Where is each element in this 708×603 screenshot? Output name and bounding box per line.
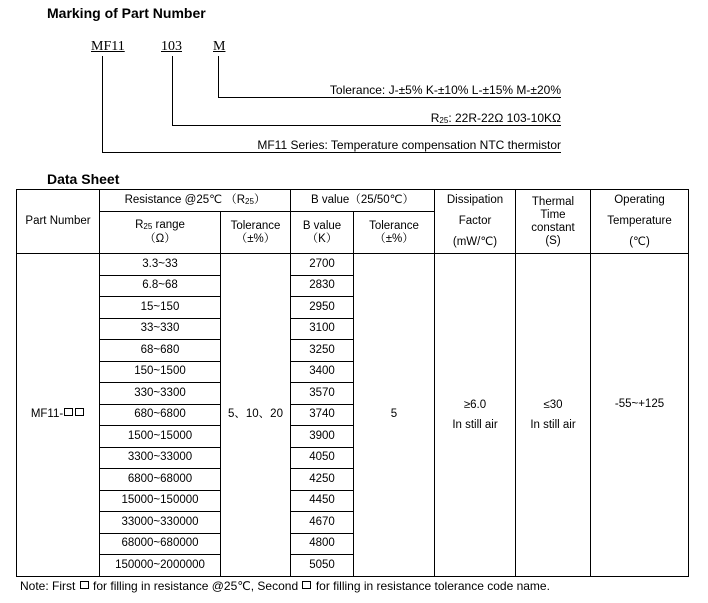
- header-r25-range: $R_{25}$ range （Ω）: [100, 212, 221, 254]
- r25-range-cell: 33~330: [100, 318, 221, 340]
- b-value-cell: 4450: [291, 490, 354, 512]
- b-value-cell: 3400: [291, 361, 354, 383]
- header-resistance-tolerance: Tolerance （±%）: [221, 212, 291, 254]
- placeholder-box-icon: [75, 408, 84, 416]
- r25-range-cell: 680~6800: [100, 404, 221, 426]
- header-resistance-group: Resistance @25℃ $(R_{25})$: [100, 190, 291, 212]
- tolerance-connector: [218, 56, 219, 97]
- header-part-number: Part Number: [17, 190, 100, 254]
- r25-range-cell: 68~680: [100, 340, 221, 362]
- b-value-cell: 3100: [291, 318, 354, 340]
- thermal-cell: ≤30 In still air: [516, 254, 591, 577]
- r25-range-cell: 150~1500: [100, 361, 221, 383]
- code-resistance: 103: [161, 39, 182, 54]
- data-sheet-table: [16, 189, 689, 577]
- r25-range-cell: 1500~15000: [100, 426, 221, 448]
- part-number-cell: MF11-: [17, 254, 100, 577]
- resistance-tolerance-cell: 5、10、20: [221, 254, 291, 577]
- b-value-cell: 5050: [291, 555, 354, 577]
- placeholder-box-icon: [302, 581, 311, 589]
- code-tolerance: M: [213, 39, 226, 54]
- r25-underline: [172, 125, 561, 126]
- b-value-cell: 3900: [291, 426, 354, 448]
- b-value-cell: 2700: [291, 254, 354, 276]
- datasheet-title: Data Sheet: [47, 171, 120, 187]
- placeholder-box-icon: [80, 581, 89, 589]
- marking-title: Marking of Part Number: [47, 5, 206, 21]
- b-value-cell: 2950: [291, 297, 354, 319]
- r25-range-cell: 3.3~33: [100, 254, 221, 276]
- footnote: Note: First for filling in resistance @25℃, Second for filling in resistance tolerance code name.: [20, 579, 550, 593]
- tolerance-underline: [218, 97, 561, 98]
- header-bvalue-group: B value（25/50℃）: [291, 190, 435, 212]
- dissipation-cell: ≥6.0 In still air: [435, 254, 516, 577]
- b-tolerance-cell: 5: [354, 254, 435, 577]
- b-value-cell: 4800: [291, 533, 354, 555]
- tolerance-description: Tolerance: J-±5% K-±10% L-±15% M-±20%: [329, 83, 561, 97]
- header-operating: Operating Temperature (℃): [591, 190, 689, 254]
- r25-range-cell: 33000~330000: [100, 512, 221, 534]
- r25-description: $R_{25}$: 22R-22Ω 103-10KΩ: [430, 111, 561, 125]
- b-value-cell: 4050: [291, 447, 354, 469]
- operating-cell: -55~+125: [591, 254, 689, 577]
- b-value-cell: 4670: [291, 512, 354, 534]
- header-dissipation: Dissipation Factor (mW/℃): [435, 190, 516, 254]
- placeholder-box-icon: [64, 408, 73, 416]
- code-series: MF11: [91, 39, 125, 54]
- r25-connector: [172, 56, 173, 125]
- b-value-cell: 4250: [291, 469, 354, 491]
- b-value-cell: 3740: [291, 404, 354, 426]
- header-b-tolerance: Tolerance （±%）: [354, 212, 435, 254]
- r25-range-cell: 15000~150000: [100, 490, 221, 512]
- r25-range-cell: 3300~33000: [100, 447, 221, 469]
- b-value-cell: 3570: [291, 383, 354, 405]
- r25-range-cell: 15~150: [100, 297, 221, 319]
- b-value-cell: 3250: [291, 340, 354, 362]
- header-thermal: Thermal Time constant (S): [516, 190, 591, 254]
- header-b-value: B value （K）: [291, 212, 354, 254]
- r25-range-cell: 330~3300: [100, 383, 221, 405]
- series-underline: [102, 152, 561, 153]
- series-description: MF11 Series: Temperature compensation NTC thermistor: [257, 138, 561, 152]
- b-value-cell: 2830: [291, 275, 354, 297]
- r25-range-cell: 6800~68000: [100, 469, 221, 491]
- series-connector: [102, 56, 103, 152]
- r25-range-cell: 150000~2000000: [100, 555, 221, 577]
- r25-range-cell: 6.8~68: [100, 275, 221, 297]
- r25-range-cell: 68000~680000: [100, 533, 221, 555]
